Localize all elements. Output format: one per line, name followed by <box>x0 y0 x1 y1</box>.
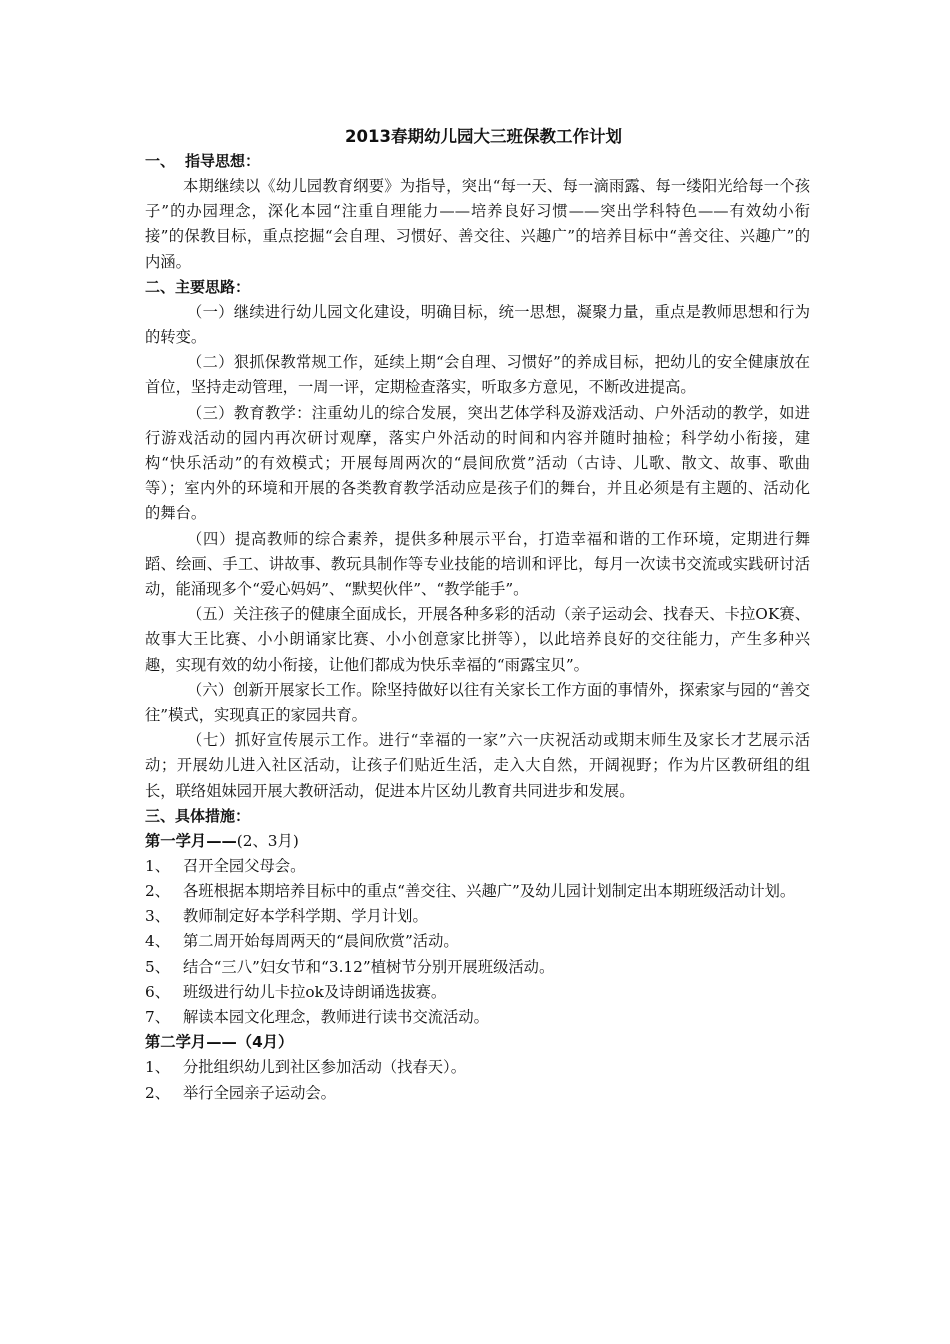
section-number: 一、 <box>145 152 176 170</box>
document-page <box>145 126 810 1106</box>
list-number: 7、 <box>145 1008 171 1027</box>
list-text: 班级进行幼儿卡拉ok及诗朗诵选拔赛。 <box>183 982 447 1001</box>
list-text: 解读本园文化理念，教师进行读书交流活动。 <box>183 1008 489 1027</box>
paragraph-idea-3: （三）教育教学：注重幼儿的综合发展，突出艺体学科及游戏活动、户外活动的教学，如进行游戏活动的园内再次研讨观摩，落实户外活动的时间和内容并随时抽检；科学幼小衔接，建构“快乐活动”的有效模式；开展每周两次的“晨间欣赏”活动（古诗、儿歌、散文、故事、歌曲等）；室内外的环境和开展的各类教育教学活动应是孩子们的舞台，并且必须是有主题的、活动化的舞台。 <box>145 403 810 523</box>
section-heading-text: 指导思想： <box>185 152 261 170</box>
month-heading-2 <box>145 1030 810 1055</box>
list-text: 第二周开始每周两天的“晨间欣赏”活动。 <box>183 932 459 951</box>
list-text: 结合“三八”妇女节和“3.12”植树节分别开展班级活动。 <box>183 957 555 976</box>
list-number: 6、 <box>145 982 171 1001</box>
paragraph-idea-7: （七）抓好宣传展示工作。进行“幸福的一家”六一庆祝活动或期末师生及家长才艺展示活动；开展幼儿进入社区活动，让孩子们贴近生活，走入大自然，开阔视野；作为片区教研组的组长，联络姐妹园开展大教研活动，促进本片区幼儿教育共同进步和发展。 <box>145 731 810 800</box>
list-number: 4、 <box>145 932 171 951</box>
list-item <box>145 929 810 954</box>
paragraph-idea-6: （六）创新开展家长工作。除坚持做好以往有关家长工作方面的事情外，探索家与园的“善交往”模式，实现真正的家园共育。 <box>145 680 810 725</box>
list-item <box>145 904 810 929</box>
month-heading-1 <box>145 829 810 854</box>
list-text: 召开全园父母会。 <box>183 856 306 875</box>
list-text: 举行全园亲子运动会。 <box>183 1083 336 1102</box>
list-number: 1、 <box>145 1058 171 1077</box>
list-number: 5、 <box>145 957 171 976</box>
month-range: （4月） <box>236 1033 294 1052</box>
list-number: 1、 <box>145 856 171 875</box>
paragraph-idea-2: （二）狠抓保教常规工作，延续上期“会自理、习惯好”的养成目标，把幼儿的安全健康放在首位，坚持走动管理，一周一评，定期检查落实，听取多方意见，不断改进提高。 <box>145 353 810 397</box>
month-label: 第一学月—— <box>145 831 237 850</box>
list-item <box>145 1055 810 1080</box>
paragraph-idea-1: （一）继续进行幼儿园文化建设，明确目标，统一思想，凝聚力量，重点是教师思想和行为的转变。 <box>145 302 810 347</box>
list-text: 教师制定好本学科学期、学月计划。 <box>183 907 428 926</box>
list-item <box>145 1005 810 1030</box>
list-item <box>145 1081 810 1106</box>
document-title: 2013春期幼儿园大三班保教工作计划 <box>345 127 622 146</box>
list-number: 3、 <box>145 907 171 926</box>
list-text: 各班根据本期培养目标中的重点“善交往、兴趣广”及幼儿园计划制定出本期班级活动计划。 <box>183 882 796 901</box>
list-number: 2、 <box>145 1083 171 1102</box>
section-heading-guiding-thought <box>145 149 810 174</box>
paragraph-guiding-thought: 本期继续以《幼儿园教育纲要》为指导，突出“每一天、每一滴雨露、每一缕阳光给每一个孩子”的办园理念，深化本园“注重自理能力——培养良好习惯——突出学科特色——有效幼小衔接”的保教目标，重点挖掘“会自理、习惯好、善交往、兴趣广”的培养目标中“善交往、兴趣广”的内涵。 <box>145 177 810 271</box>
section-heading-measures: 三、具体措施： <box>145 806 251 825</box>
section-heading-main-ideas: 二、主要思路： <box>145 277 251 296</box>
list-item <box>145 955 810 980</box>
list-item <box>145 980 810 1005</box>
paragraph-idea-4: （四）提高教师的综合素养，提供多种展示平台，打造幸福和谐的工作环境，定期进行舞蹈、绘画、手工、讲故事、教玩具制作等专业技能的培训和评比，每月一次读书交流或实践研讨活动，能涌现多个“爱心妈妈”、“默契伙伴”、“教学能手”。 <box>145 529 810 599</box>
month-label: 第二学月—— <box>145 1033 237 1052</box>
list-item <box>145 879 810 904</box>
list-item <box>145 854 810 879</box>
month-range: (2、3月) <box>236 831 299 850</box>
paragraph-idea-5: （五）关注孩子的健康全面成长，开展各种多彩的活动（亲子运动会、找春天、卡拉OK赛、故事大王比赛、小小朗诵家比赛、小小创意家比拼等），以此培养良好的交往能力，产生多种兴趣，实现有效的幼小衔接，让他们都成为快乐幸福的“雨露宝贝”。 <box>145 605 810 674</box>
list-text: 分批组织幼儿到社区参加活动（找春天）。 <box>183 1058 466 1077</box>
list-number: 2、 <box>145 882 171 901</box>
